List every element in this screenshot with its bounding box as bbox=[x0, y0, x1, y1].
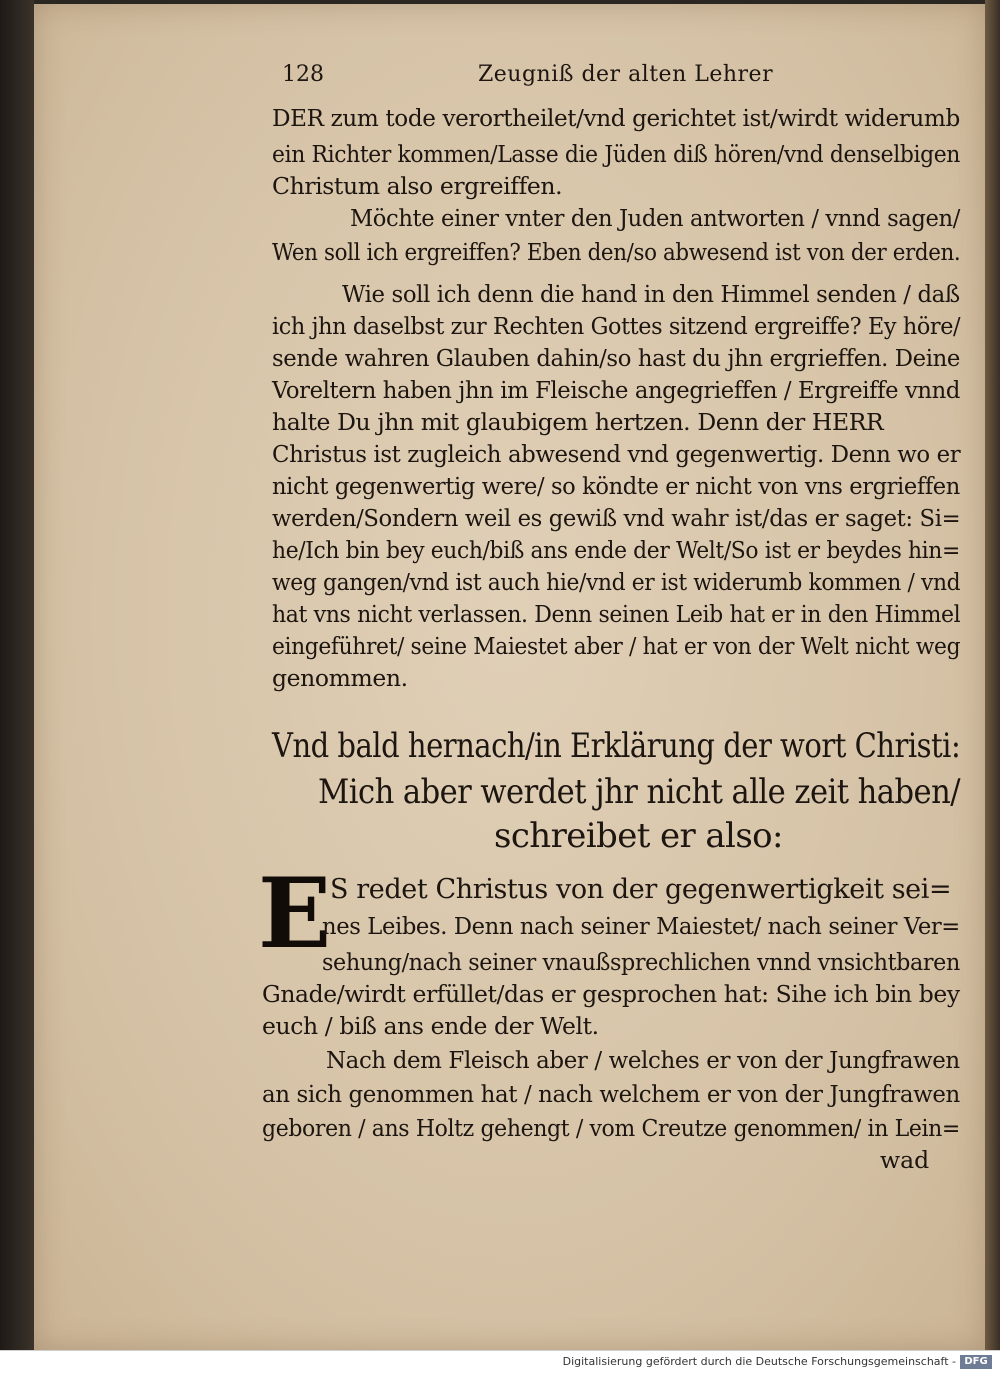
body-line: DER zum tode verortheilet/vnd gerichtet ist/wirdt widerumb bbox=[272, 104, 960, 132]
body-line: Wen soll ich ergreiffen? Eben den/so abwesend ist von der erden. bbox=[272, 238, 961, 266]
body-line: sende wahren Glauben dahin/so hast du jhn ergrieffen. Deine bbox=[272, 344, 960, 372]
binding-shadow bbox=[0, 0, 34, 1350]
funding-credit: Digitalisierung gefördert durch die Deutsche Forschungsgemeinschaft - bbox=[562, 1355, 956, 1368]
body-line: Christum also ergreiffen. bbox=[272, 172, 563, 200]
body-line: ich jhn daselbst zur Rechten Gottes sitzend ergreiffe? Ey höre/ bbox=[272, 312, 961, 340]
catchword: wad bbox=[880, 1146, 930, 1174]
body-line: euch / biß ans ende der Welt. bbox=[262, 1012, 599, 1040]
body-line: Gnade/wirdt erfüllet/das er gesprochen hat: Sihe ich bin bey bbox=[262, 980, 960, 1008]
body-line: nicht gegenwertig were/ so köndte er nicht von vns ergrieffen bbox=[272, 472, 960, 500]
section-heading: Mich aber werdet jhr nicht alle zeit haben/ bbox=[318, 772, 960, 812]
drop-cap-initial: E bbox=[258, 857, 332, 970]
body-line: Voreltern haben jhn im Fleische angegrieffen / Ergreiffe vnnd bbox=[272, 376, 960, 404]
body-line: ein Richter kommen/Lasse die Jüden diß hören/vnd denselbigen bbox=[272, 140, 961, 168]
body-line: nes Leibes. Denn nach seiner Maiestet/ nach seiner Ver= bbox=[322, 912, 960, 940]
body-line: genommen. bbox=[272, 664, 408, 692]
body-line: Wie soll ich denn die hand in den Himmel senden / daß bbox=[342, 280, 960, 308]
body-line: Nach dem Fleisch aber / welches er von der Jungfrawen bbox=[326, 1046, 960, 1074]
body-line: eingeführet/ seine Maiestet aber / hat er von der Welt nicht weg bbox=[272, 632, 961, 660]
dfg-logo: DFG bbox=[960, 1355, 992, 1369]
page-edge bbox=[985, 0, 1000, 1350]
body-line: geboren / ans Holtz gehengt / vom Creutze genommen/ in Lein= bbox=[262, 1114, 960, 1142]
page-number: 128 bbox=[282, 62, 324, 87]
body-line: Möchte einer vnter den Juden antworten / vnnd sagen/ bbox=[350, 204, 960, 232]
body-line: he/Ich bin bey euch/biß ans ende der Welt/So ist er beydes hin= bbox=[272, 536, 960, 564]
body-line: S redet Christus von der gegenwertigkeit sei= bbox=[330, 874, 952, 905]
body-line: sehung/nach seiner vnaußsprechlichen vnnd vnsichtbaren bbox=[322, 948, 960, 976]
body-line: halte Du jhn mit glaubigem hertzen. Denn der HERR bbox=[272, 408, 884, 436]
section-heading: schreibet er also: bbox=[494, 816, 783, 856]
digitization-footer bbox=[0, 1350, 1000, 1374]
body-line: Christus ist zugleich abwesend vnd gegenwertig. Denn wo er bbox=[272, 440, 961, 468]
body-line: hat vns nicht verlassen. Denn seinen Leib hat er in den Himmel bbox=[272, 600, 961, 628]
running-title: Zeugniß der alten Lehrer bbox=[478, 62, 774, 87]
body-line: an sich genommen hat / nach welchem er von der Jungfrawen bbox=[262, 1080, 960, 1108]
body-line: weg gangen/vnd ist auch hie/vnd er ist widerumb kommen / vnd bbox=[272, 568, 961, 596]
body-line: werden/Sondern weil es gewiß vnd wahr ist/das er saget: Si= bbox=[272, 504, 961, 532]
section-heading: Vnd bald hernach/in Erklärung der wort Christi: bbox=[272, 726, 961, 766]
